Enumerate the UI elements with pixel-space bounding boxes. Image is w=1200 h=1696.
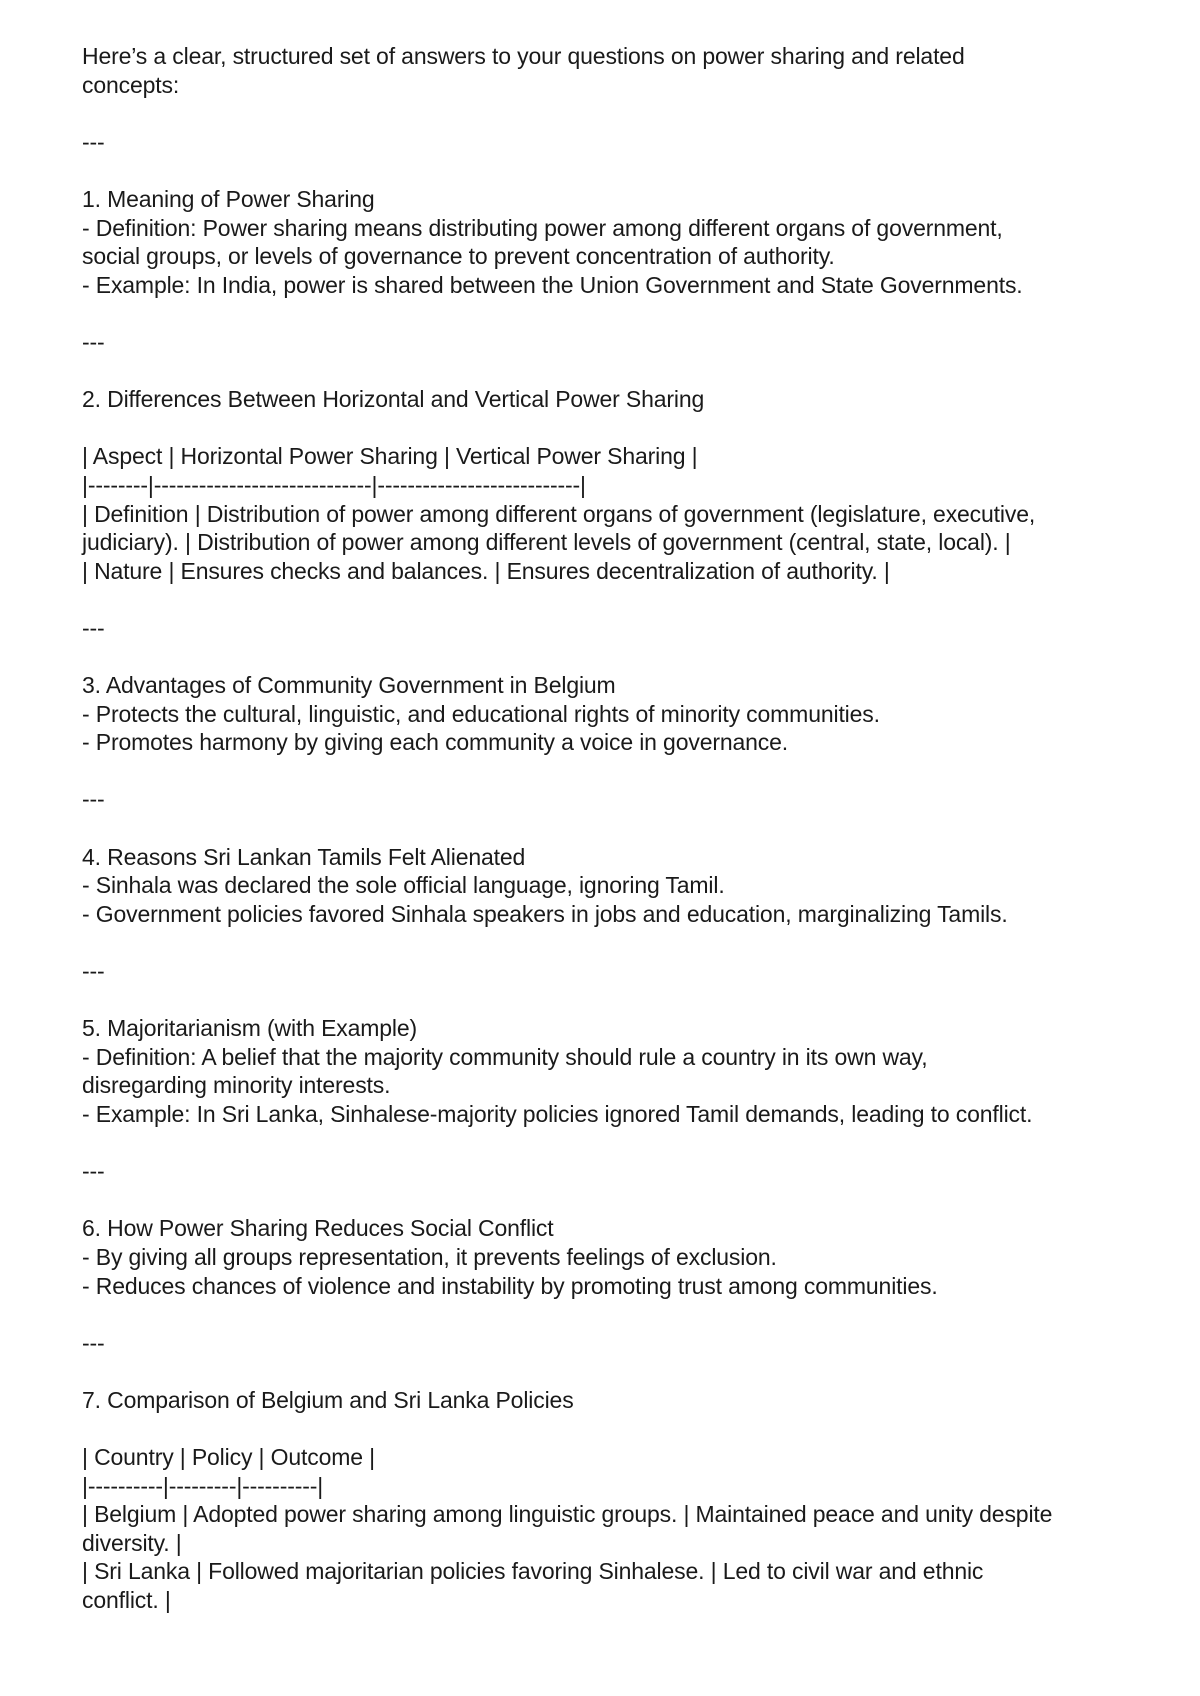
section-1-heading: 1. Meaning of Power Sharing bbox=[82, 185, 375, 212]
separator: --- bbox=[82, 328, 105, 355]
section-5-line-1: - Definition: A belief that the majority community should rule a country in its own way, bbox=[82, 1043, 928, 1070]
section-7-table-row-1a: | Belgium | Adopted power sharing among linguistic groups. | Maintained peace and unity despite bbox=[82, 1501, 1053, 1528]
section-1-line-2: social groups, or levels of governance to prevent concentration of authority. bbox=[82, 243, 835, 270]
section-7-table-header: | Country | Policy | Outcome | bbox=[82, 1444, 375, 1471]
section-7-table-divider: |----------|---------|----------| bbox=[82, 1472, 324, 1499]
section-7-heading: 7. Comparison of Belgium and Sri Lanka Policies bbox=[82, 1386, 574, 1413]
section-7-table-row-1b: diversity. | bbox=[82, 1529, 182, 1556]
section-3-line-1: - Protects the cultural, linguistic, and educational rights of minority communities. bbox=[82, 700, 880, 727]
separator: --- bbox=[82, 1329, 105, 1356]
section-5-line-2: disregarding minority interests. bbox=[82, 1072, 391, 1099]
section-6-line-1: - By giving all groups representation, it prevents feelings of exclusion. bbox=[82, 1243, 777, 1270]
separator: --- bbox=[82, 958, 105, 984]
section-2-table-row-1b: judiciary). | Distribution of power among different levels of government (central, state, local). | bbox=[82, 529, 1011, 556]
section-1-line-3: - Example: In India, power is shared between the Union Government and State Governments. bbox=[82, 271, 1023, 298]
separator: --- bbox=[82, 614, 105, 641]
section-2-heading: 2. Differences Between Horizontal and Vertical Power Sharing bbox=[82, 386, 705, 413]
section-2-table-row-2: | Nature | Ensures checks and balances. | Ensures decentralization of authority. | bbox=[82, 557, 890, 584]
separator: --- bbox=[82, 128, 105, 155]
section-6-line-2: - Reduces chances of violence and instability by promoting trust among communities. bbox=[82, 1272, 938, 1299]
section-4-line-2: - Government policies favored Sinhala speakers in jobs and education, marginalizing Tamils. bbox=[82, 900, 1008, 927]
separator: --- bbox=[82, 1158, 105, 1185]
section-5-heading: 5. Majoritarianism (with Example) bbox=[82, 1015, 418, 1042]
section-2-table-header: | Aspect | Horizontal Power Sharing | Vertical Power Sharing | bbox=[82, 443, 698, 470]
section-2-table-divider: |--------|-----------------------------|---------------------------| bbox=[82, 471, 586, 498]
section-5-line-3: - Example: In Sri Lanka, Sinhalese-majority policies ignored Tamil demands, leading to conflict. bbox=[82, 1100, 1033, 1127]
document-page bbox=[82, 42, 1142, 1615]
intro-line-1: Here’s a clear, structured set of answers to your questions on power sharing and related bbox=[82, 43, 965, 69]
section-6-heading: 6. How Power Sharing Reduces Social Conflict bbox=[82, 1215, 554, 1242]
section-2-table-row-1a: | Definition | Distribution of power among different organs of government (legislature, executive, bbox=[82, 500, 1036, 527]
separator: --- bbox=[82, 786, 105, 813]
section-3-heading: 3. Advantages of Community Government in Belgium bbox=[82, 672, 616, 699]
section-1-line-1: - Definition: Power sharing means distributing power among different organs of government, bbox=[82, 214, 1003, 241]
section-3-line-2: - Promotes harmony by giving each community a voice in governance. bbox=[82, 729, 788, 756]
section-7-table-row-2b: conflict. | bbox=[82, 1587, 171, 1614]
section-7-table-row-2a: | Sri Lanka | Followed majoritarian policies favoring Sinhalese. | Led to civil war and ethnic bbox=[82, 1558, 984, 1585]
section-4-line-1: - Sinhala was declared the sole official language, ignoring Tamil. bbox=[82, 872, 725, 899]
intro-line-2: concepts: bbox=[82, 71, 180, 98]
section-4-heading: 4. Reasons Sri Lankan Tamils Felt Alienated bbox=[82, 843, 526, 870]
